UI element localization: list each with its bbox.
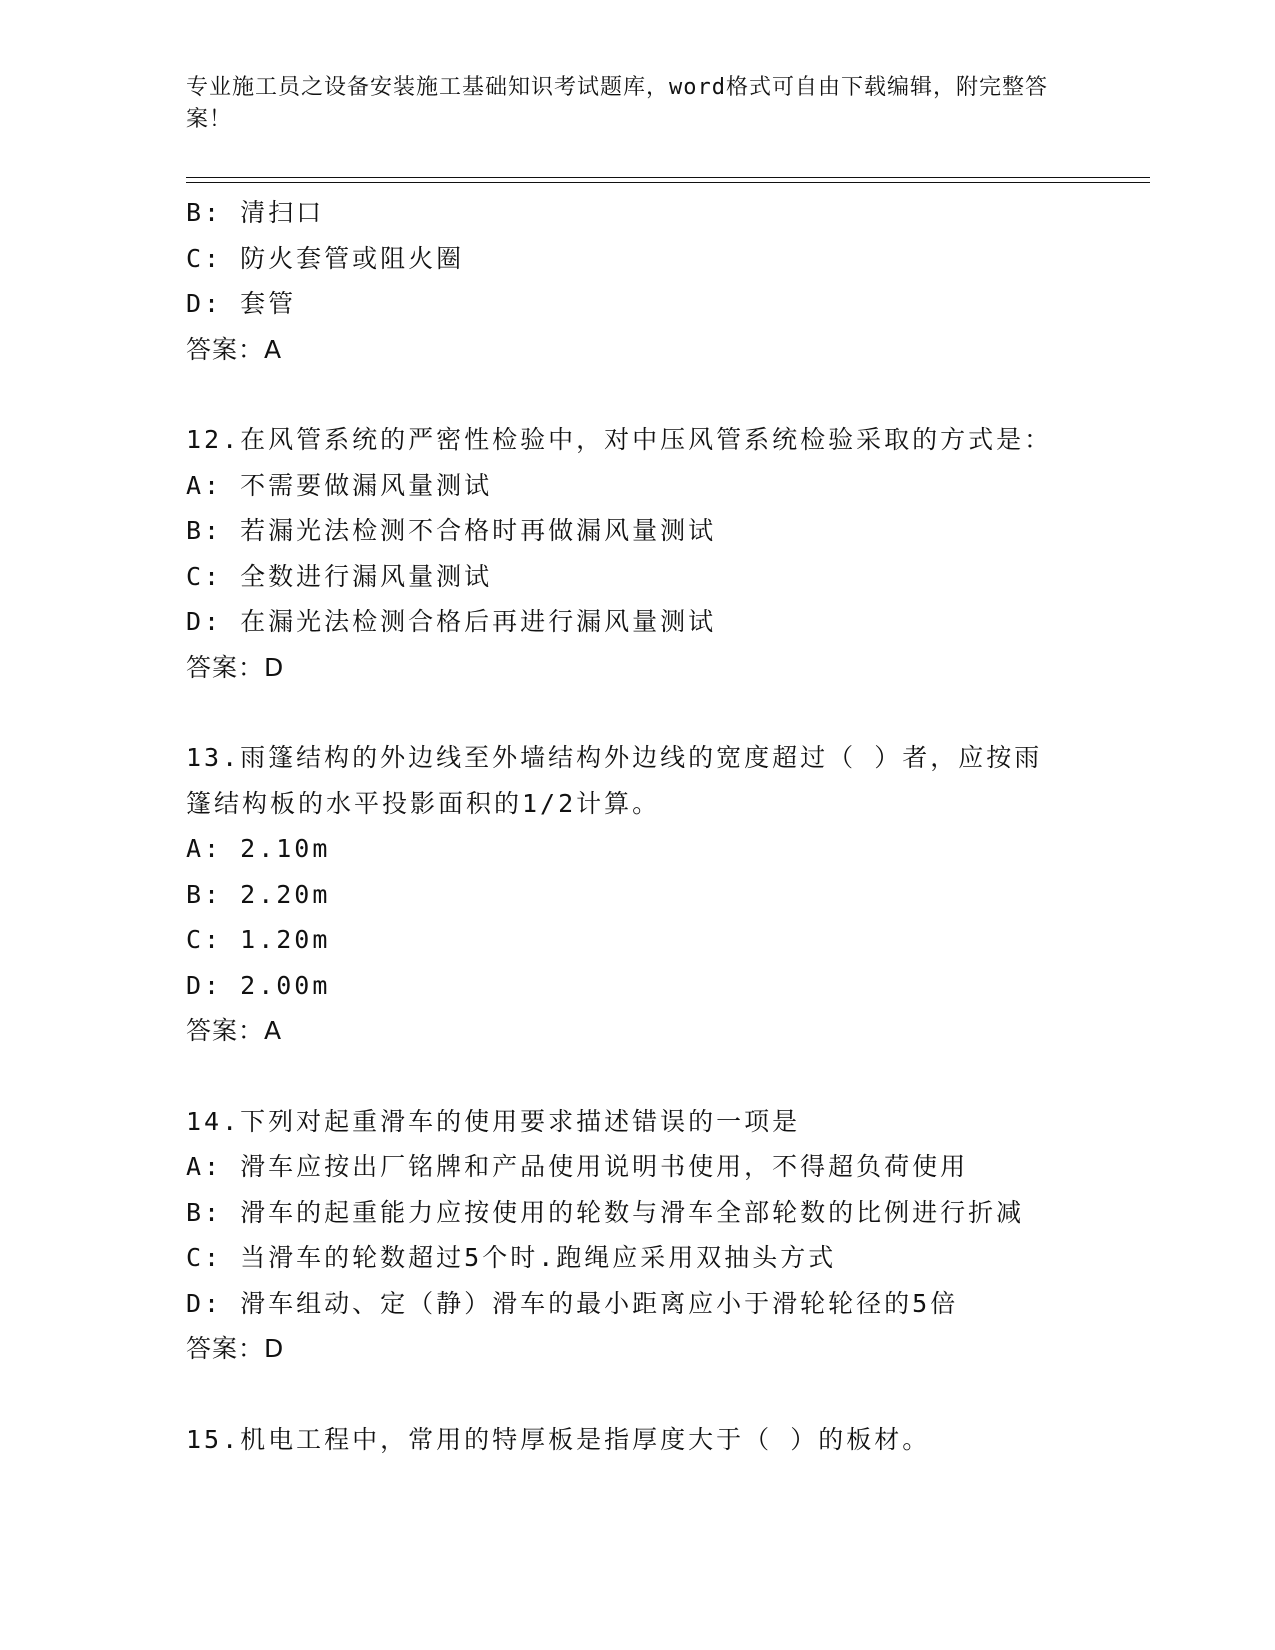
option-a: A: 不需要做漏风量测试 [186, 470, 493, 500]
answer: 答案：A [186, 334, 283, 364]
header-divider-bottom [186, 182, 1150, 183]
spacer [186, 1372, 1146, 1417]
option-c: C: 1.20m [186, 925, 331, 954]
option-d: D: 套管 [186, 289, 297, 318]
answer: 答案：A [186, 1016, 283, 1045]
question-13 [186, 735, 1146, 1054]
option-b: B: 清扫口 [186, 198, 325, 227]
option-b: B: 滑车的起重能力应按使用的轮数与滑车全部轮数的比例进行折减 [186, 1197, 1025, 1227]
spacer [186, 372, 1146, 417]
question-15 [186, 1417, 1146, 1463]
option-a: A: 2.10m [186, 834, 331, 863]
option-d: D: 滑车组动、定（静）滑车的最小距离应小于滑轮轮径的5倍 [186, 1288, 959, 1318]
option-b: B: 2.20m [186, 879, 331, 909]
option-d: D: 在漏光法检测合格后再进行漏风量测试 [186, 607, 717, 636]
option-c: C: 当滑车的轮数超过5个时.跑绳应采用双抽头方式 [186, 1243, 837, 1272]
spacer [186, 1054, 1146, 1099]
option-c: C: 防火套管或阻火圈 [186, 243, 465, 273]
question-14 [186, 1099, 1146, 1372]
option-b: B: 若漏光法检测不合格时再做漏风量测试 [186, 516, 717, 545]
question-text: 13.雨篷结构的外边线至外墙结构外边线的宽度超过（ ）者，应按雨篷结构板的水平投影面积的1/2计算。 [186, 743, 1043, 818]
answer: 答案：D [186, 1334, 285, 1363]
document-header: 专业施工员之设备安装施工基础知识考试题库，word格式可自由下载编辑，附完整答案！ [186, 75, 1048, 132]
header-divider-top [186, 177, 1150, 178]
option-d: D: 2.00m [186, 970, 331, 1000]
option-c: C: 全数进行漏风量测试 [186, 561, 493, 591]
question-text: 12.在风管系统的严密性检验中，对中压风管系统检验采取的方式是： [186, 425, 1053, 454]
question-text: 15.机电工程中，常用的特厚板是指厚度大于（ ）的板材。 [186, 1424, 931, 1454]
answer: 答案：D [186, 652, 285, 682]
partial-question [186, 190, 1146, 372]
question-text: 14.下列对起重滑车的使用要求描述错误的一项是 [186, 1106, 801, 1136]
question-12 [186, 417, 1146, 690]
spacer [186, 690, 1146, 735]
question-list [186, 190, 1146, 1462]
option-a: A: 滑车应按出厂铭牌和产品使用说明书使用，不得超负荷使用 [186, 1152, 969, 1181]
